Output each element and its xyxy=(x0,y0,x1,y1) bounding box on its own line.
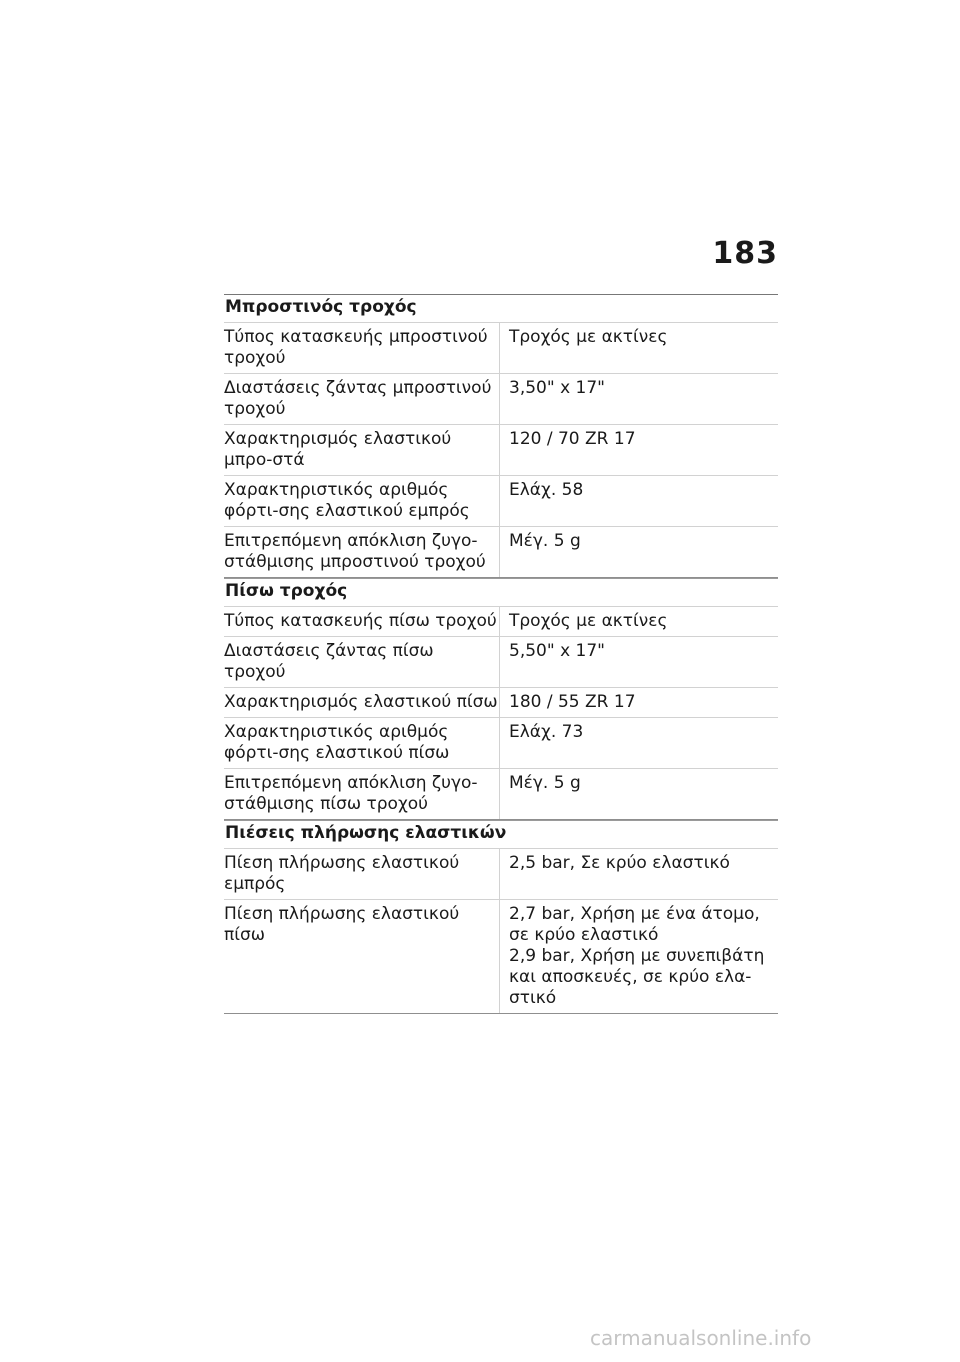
table-row xyxy=(224,373,778,424)
table-row xyxy=(224,768,778,820)
row-label: Πίεση πλήρωσης ελαστικού πίσω xyxy=(224,900,500,1013)
row-value: Ελάχ. 73 xyxy=(509,722,584,742)
row-label: Επιτρεπόμενη απόκλιση ζυγο-στάθμισης μπροστινού τροχού xyxy=(224,527,500,577)
section-title-tire-pressures: Πιέσεις πλήρωσης ελαστικών xyxy=(224,820,778,848)
row-value: Μέγ. 5 g xyxy=(509,531,581,551)
row-value: 3,50" x 17" xyxy=(509,378,605,398)
row-label: Διαστάσεις ζάντας μπροστινού τροχού xyxy=(224,374,500,424)
table-row xyxy=(224,717,778,768)
table-row xyxy=(224,606,778,636)
row-value: 2,7 bar, Χρήση με ένα άτομο, σε κρύο ελαστικό 2,9 bar, Χρήση με συνεπιβάτη και αποσκευές, σε κρύο ελα-στικό xyxy=(509,904,765,1008)
table-row xyxy=(224,848,778,899)
table-row xyxy=(224,687,778,717)
row-label: Χαρακτηρισμός ελαστικού μπρο-στά xyxy=(224,425,500,475)
table-row xyxy=(224,475,778,526)
row-value: 2,5 bar, Σε κρύο ελαστικό xyxy=(509,853,730,873)
table-row xyxy=(224,424,778,475)
row-label: Διαστάσεις ζάντας πίσω τροχού xyxy=(224,637,500,687)
section-title-rear-wheel: Πίσω τροχός xyxy=(224,578,778,606)
row-value: 5,50" x 17" xyxy=(509,641,605,661)
row-label: Χαρακτηριστικός αριθμός φόρτι-σης ελαστικού εμπρός xyxy=(224,476,500,526)
row-label: Τύπος κατασκευής πίσω τροχού xyxy=(224,607,500,636)
row-value: 180 / 55 ZR 17 xyxy=(509,692,636,712)
table-row xyxy=(224,899,778,1014)
spec-table xyxy=(224,294,778,1014)
row-value: Μέγ. 5 g xyxy=(509,773,581,793)
watermark: carmanualsonline.info xyxy=(590,1326,812,1350)
section-title-front-wheel: Μπροστινός τροχός xyxy=(224,294,778,322)
row-value: 120 / 70 ZR 17 xyxy=(509,429,636,449)
row-value: Τροχός με ακτίνες xyxy=(509,611,668,631)
row-label: Τύπος κατασκευής μπροστινού τροχού xyxy=(224,323,500,373)
row-value: Τροχός με ακτίνες xyxy=(509,327,668,347)
row-value: Ελάχ. 58 xyxy=(509,480,584,500)
row-label: Επιτρεπόμενη απόκλιση ζυγο-στάθμισης πίσω τροχού xyxy=(224,769,500,819)
table-row xyxy=(224,322,778,373)
table-row xyxy=(224,526,778,578)
row-label: Χαρακτηριστικός αριθμός φόρτι-σης ελαστικού πίσω xyxy=(224,718,500,768)
table-row xyxy=(224,636,778,687)
row-label: Πίεση πλήρωσης ελαστικού εμπρός xyxy=(224,849,500,899)
row-label: Χαρακτηρισμός ελαστικού πίσω xyxy=(224,688,500,717)
page-number: 183 xyxy=(712,236,778,271)
